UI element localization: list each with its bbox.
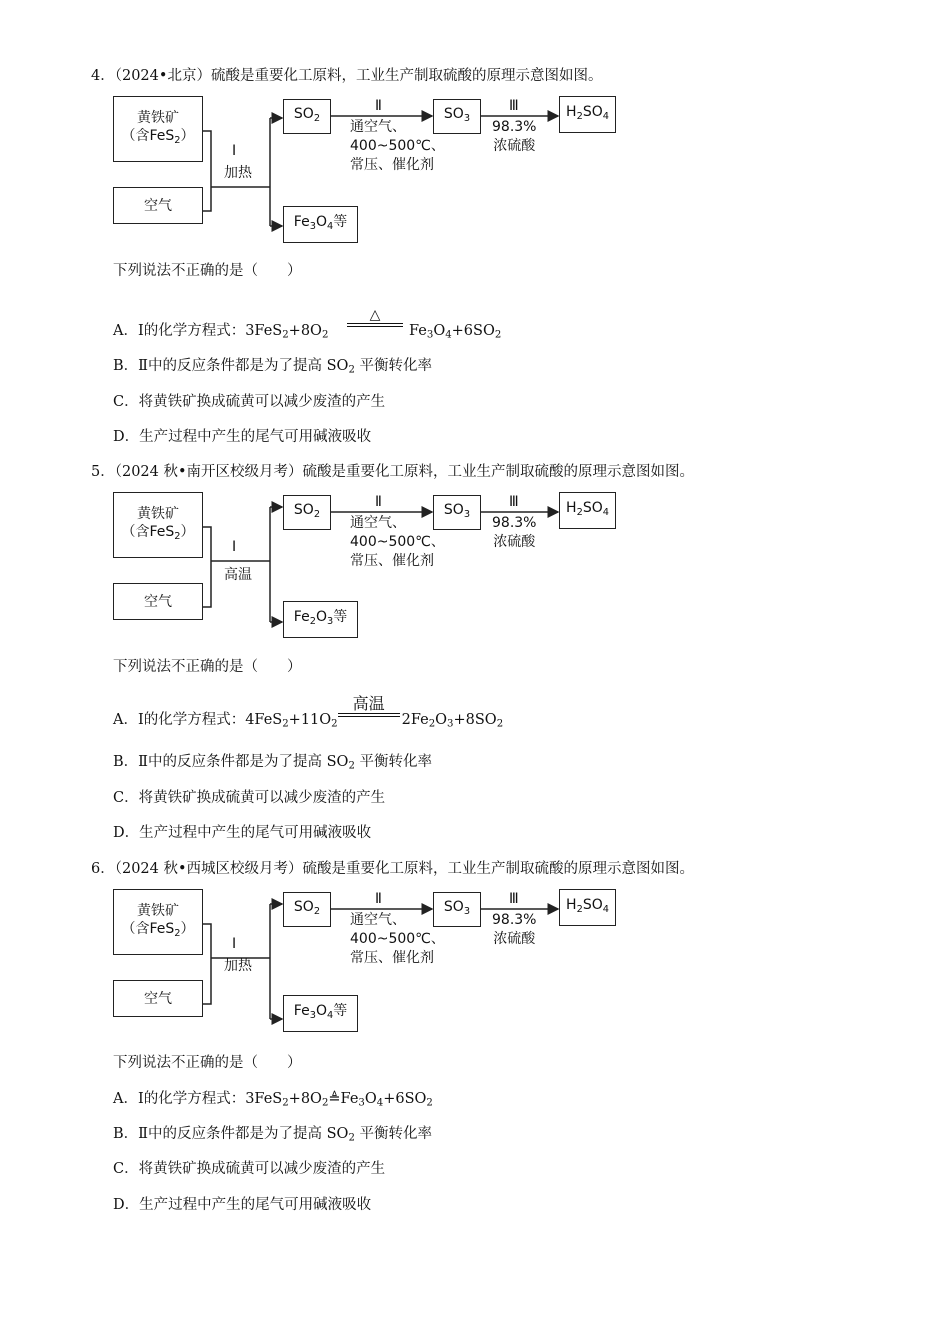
reaction-condition: 高温 bbox=[338, 696, 400, 717]
so2-box: $SO_2$ bbox=[283, 495, 331, 530]
air-box: 空气 bbox=[113, 980, 203, 1017]
process-diagram bbox=[110, 490, 630, 640]
step-1-label: Ⅰ bbox=[232, 936, 237, 952]
so3-box: $SO_3$ bbox=[433, 495, 481, 530]
so3-box: $SO_3$ bbox=[433, 99, 481, 134]
option-b: B．Ⅱ中的反应条件都是为了提高 $SO_2$ 平衡转化率 bbox=[113, 1126, 433, 1144]
question-prompt: 下列说法不正确的是（ ） bbox=[113, 1055, 302, 1071]
step-1-label: Ⅰ bbox=[232, 143, 237, 159]
byproduct-box: $Fe_3O_4$等 bbox=[283, 206, 358, 243]
step-2-conditions: 通空气、 400~500℃、 常压、催化剂 bbox=[350, 912, 445, 966]
option-a: A．Ⅰ的化学方程式：$4FeS_2+11O_2$ 高温 $2Fe_2O_3+8SO_2$ bbox=[113, 694, 504, 730]
air-box: 空气 bbox=[113, 583, 203, 620]
condition-heat: 加热 bbox=[224, 958, 252, 974]
step-3-label: Ⅲ bbox=[509, 891, 519, 907]
step-3-conditions: 98.3% 浓硫酸 bbox=[492, 119, 537, 154]
option-b: B．Ⅱ中的反应条件都是为了提高 $SO_2$ 平衡转化率 bbox=[113, 754, 433, 772]
option-a: A．Ⅰ的化学方程式：$3FeS_2+8O_2≜Fe_3O_4+6SO_2$ bbox=[113, 1091, 433, 1109]
step-2-conditions: 通空气、 400~500℃、 常压、催化剂 bbox=[350, 515, 445, 569]
byproduct-box: $Fe_2O_3$等 bbox=[283, 601, 358, 638]
option-c: C．将黄铁矿换成硫黄可以减少废渣的产生 bbox=[113, 394, 386, 410]
option-c: C．将黄铁矿换成硫黄可以减少废渣的产生 bbox=[113, 1161, 386, 1177]
step-2-label: Ⅱ bbox=[375, 891, 382, 907]
reaction-condition: △ bbox=[347, 308, 403, 327]
step-2-conditions: 通空气、 400~500℃、 常压、催化剂 bbox=[350, 119, 445, 173]
option-b: B．Ⅱ中的反应条件都是为了提高 $SO_2$ 平衡转化率 bbox=[113, 358, 433, 376]
byproduct-box: $Fe_3O_4$等 bbox=[283, 995, 358, 1032]
process-diagram bbox=[110, 887, 630, 1037]
so2-box: $SO_2$ bbox=[283, 892, 331, 927]
question-stem: 6．（2024 秋•西城区校级月考）硫酸是重要化工原料，工业生产制取硫酸的原理示意图如图。 bbox=[91, 861, 695, 877]
pyrite-box: 黄铁矿 （含FeS$_2$） bbox=[113, 492, 203, 558]
step-3-conditions: 98.3% 浓硫酸 bbox=[492, 912, 537, 947]
h2so4-box: $H_2SO_4$ bbox=[559, 492, 616, 529]
h2so4-box: $H_2SO_4$ bbox=[559, 96, 616, 133]
option-d: D．生产过程中产生的尾气可用碱液吸收 bbox=[113, 825, 372, 841]
step-2-label: Ⅱ bbox=[375, 98, 382, 114]
option-c: C．将黄铁矿换成硫黄可以减少废渣的产生 bbox=[113, 790, 386, 806]
question-stem: 5．（2024 秋•南开区校级月考）硫酸是重要化工原料，工业生产制取硫酸的原理示意图如图。 bbox=[91, 464, 695, 480]
question-prompt: 下列说法不正确的是（ ） bbox=[113, 659, 302, 675]
reaction-condition: ≜ bbox=[328, 1091, 341, 1107]
step-1-label: Ⅰ bbox=[232, 539, 237, 555]
option-d: D．生产过程中产生的尾气可用碱液吸收 bbox=[113, 429, 372, 445]
process-diagram bbox=[110, 94, 630, 244]
option-a: A．Ⅰ的化学方程式：$3FeS_2+8O_2$ △ $Fe_3O_4+6SO_2$ bbox=[113, 307, 502, 341]
option-d: D．生产过程中产生的尾气可用碱液吸收 bbox=[113, 1197, 372, 1213]
air-box: 空气 bbox=[113, 187, 203, 224]
pyrite-box: 黄铁矿 （含FeS$_2$） bbox=[113, 889, 203, 955]
so3-box: $SO_3$ bbox=[433, 892, 481, 927]
question-prompt: 下列说法不正确的是（ ） bbox=[113, 263, 302, 279]
h2so4-box: $H_2SO_4$ bbox=[559, 889, 616, 926]
condition-heat: 加热 bbox=[224, 165, 252, 181]
question-stem: 4．（2024•北京）硫酸是重要化工原料，工业生产制取硫酸的原理示意图如图。 bbox=[91, 68, 603, 84]
pyrite-box: 黄铁矿 （含FeS$_2$） bbox=[113, 96, 203, 162]
step-2-label: Ⅱ bbox=[375, 494, 382, 510]
so2-box: $SO_2$ bbox=[283, 99, 331, 134]
step-3-conditions: 98.3% 浓硫酸 bbox=[492, 515, 537, 550]
step-3-label: Ⅲ bbox=[509, 98, 519, 114]
condition-high-temp: 高温 bbox=[224, 567, 252, 583]
step-3-label: Ⅲ bbox=[509, 494, 519, 510]
